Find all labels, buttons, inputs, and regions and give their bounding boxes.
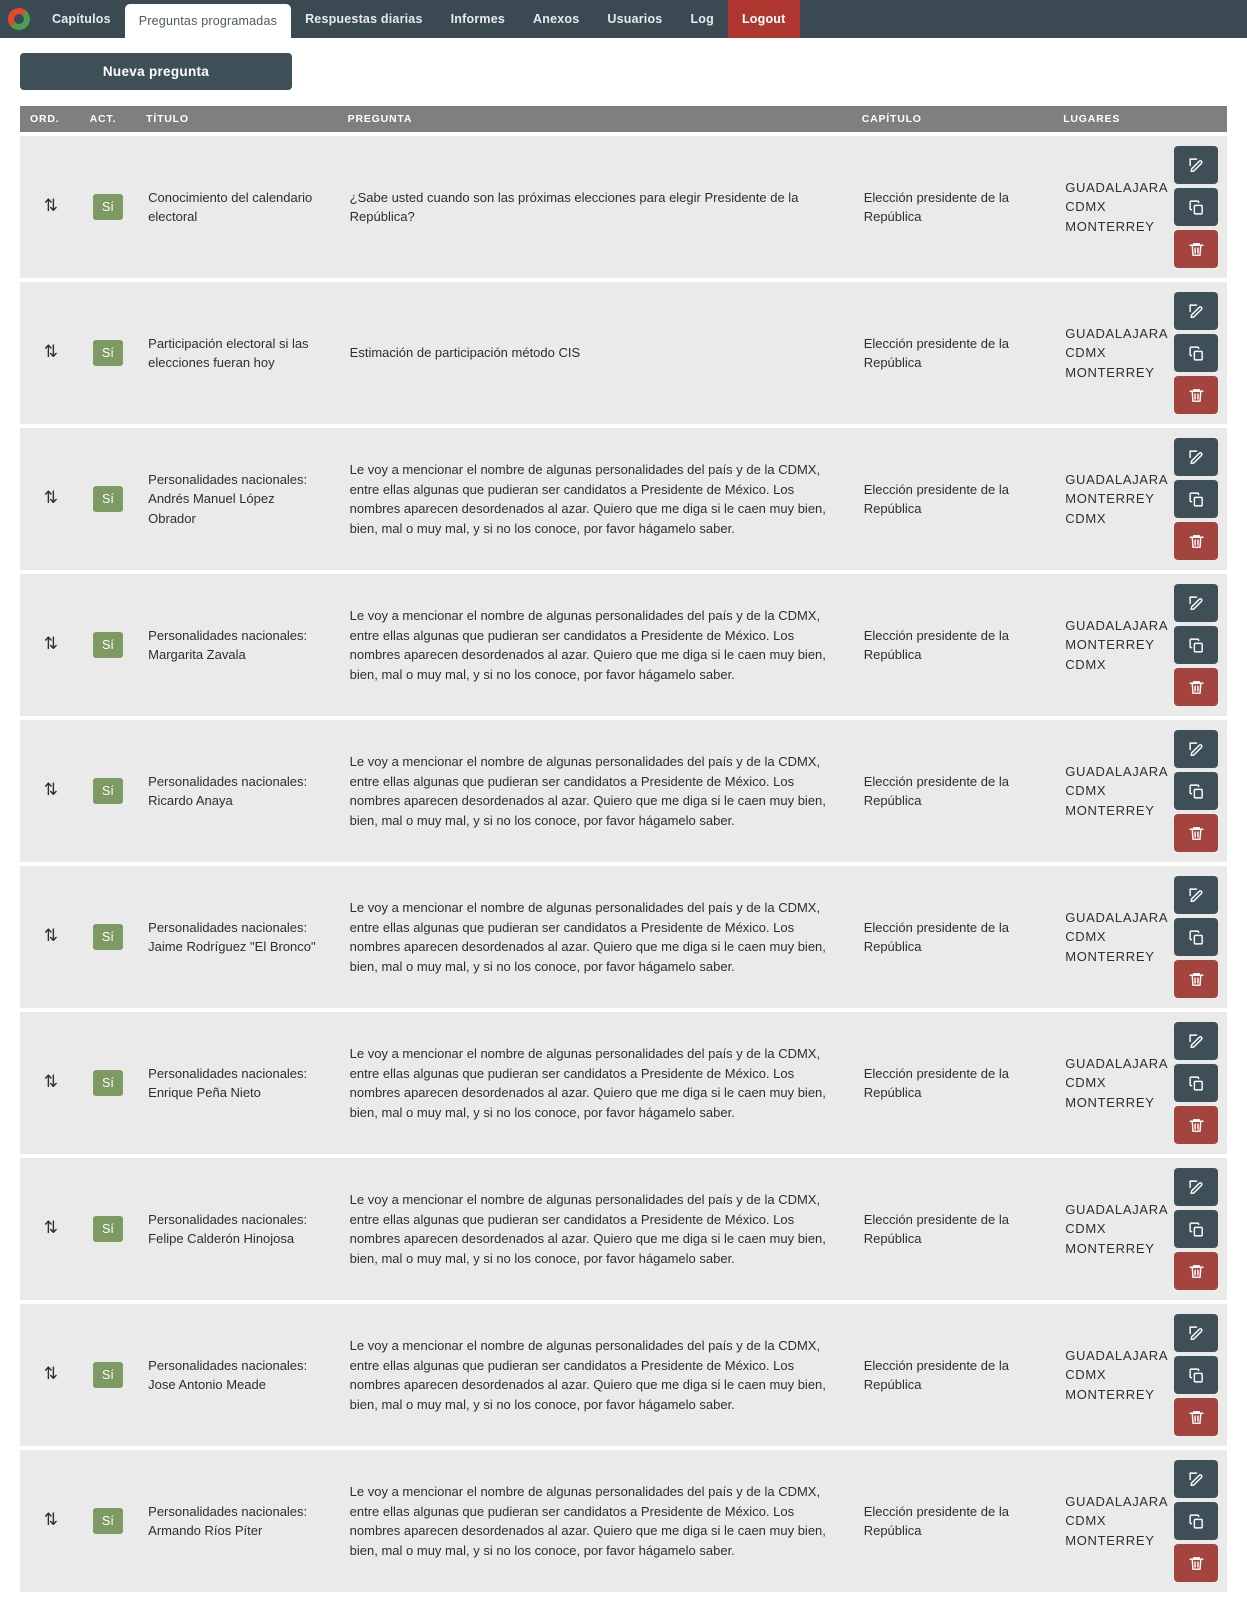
active-cell [80,1158,137,1300]
actions-cell [1162,1012,1227,1154]
title-cell: Participación electoral si las elecciones fueran hoy [136,282,338,424]
column-header-act: ACT. [80,106,137,132]
title-cell: Personalidades nacionales: Armando Ríos Píter [136,1450,338,1592]
order-cell [20,866,80,1008]
column-header-titulo: TÍTULO [136,106,338,132]
question-cell: Le voy a mencionar el nombre de algunas personalidades del país y de la CDMX, entre ellas algunas que pudieran ser candidatos a Presidente de México. Los nombres aparecen desordenados al azar. Quiero que me diga si le caen muy bien, bien, mal o muy mal, y si no los conoce, por favor hágamelo saber. [338,1158,852,1300]
status-badge: Sí [93,1216,123,1243]
copy-icon [1188,783,1205,800]
table-row [20,1012,1227,1154]
delete-button[interactable] [1174,960,1218,998]
chapter-cell: Elección presidente de la República [852,136,1054,278]
order-cell [20,1012,80,1154]
places-cell: GUADALAJARA CDMX MONTERREY [1053,1158,1162,1300]
title-cell: Personalidades nacionales: Enrique Peña Nieto [136,1012,338,1154]
chapter-cell: Elección presidente de la República [852,1012,1054,1154]
edit-button[interactable] [1174,1168,1218,1206]
copy-icon [1188,1367,1205,1384]
question-cell: Le voy a mencionar el nombre de algunas personalidades del país y de la CDMX, entre ellas algunas que pudieran ser candidatos a Presidente de México. Los nombres aparecen desordenados al azar. Quiero que me diga si le caen muy bien, bien, mal o muy mal, y si no los conoce, por favor hágamelo saber. [338,720,852,862]
edit-button[interactable] [1174,730,1218,768]
firefox-logo-icon [8,8,30,30]
duplicate-button[interactable] [1174,1064,1218,1102]
status-badge: Sí [93,1070,123,1097]
sort-handle-icon[interactable]: ⇅ [43,1218,56,1238]
sort-handle-icon[interactable]: ⇅ [43,634,56,654]
column-header-ord: ORD. [20,106,80,132]
toolbar [0,38,1247,102]
status-badge: Sí [93,632,123,659]
trash-icon [1188,679,1205,696]
places-cell: GUADALAJARA MONTERREY CDMX [1053,574,1162,716]
delete-button[interactable] [1174,230,1218,268]
title-cell: Personalidades nacionales: Felipe Calderón Hinojosa [136,1158,338,1300]
delete-button[interactable] [1174,522,1218,560]
chapter-cell: Elección presidente de la República [852,428,1054,570]
status-badge: Sí [93,340,123,367]
table-row [20,1450,1227,1592]
order-cell [20,1158,80,1300]
question-cell: Le voy a mencionar el nombre de algunas personalidades del país y de la CDMX, entre ellas algunas que pudieran ser candidatos a Presidente de México. Los nombres aparecen desordenados al azar. Quiero que me diga si le caen muy bien, bien, mal o muy mal, y si no los conoce, por favor hágamelo saber. [338,1450,852,1592]
status-badge: Sí [93,194,123,221]
places-cell: GUADALAJARA CDMX MONTERREY [1053,1450,1162,1592]
trash-icon [1188,1263,1205,1280]
trash-icon [1188,1555,1205,1572]
table-header-row [20,106,1227,132]
copy-icon [1188,345,1205,362]
nav-item-preguntas-programadas[interactable]: Preguntas programadas [125,4,291,38]
order-cell [20,574,80,716]
sort-handle-icon[interactable]: ⇅ [43,1072,56,1092]
chapter-cell: Elección presidente de la República [852,1450,1054,1592]
edit-button[interactable] [1174,438,1218,476]
delete-button[interactable] [1174,1106,1218,1144]
question-cell: Le voy a mencionar el nombre de algunas personalidades del país y de la CDMX, entre ellas algunas que pudieran ser candidatos a Presidente de México. Los nombres aparecen desordenados al azar. Quiero que me diga si le caen muy bien, bien, mal o muy mal, y si no los conoce, por favor hágamelo saber. [338,1304,852,1446]
chapter-cell: Elección presidente de la República [852,720,1054,862]
question-cell: Le voy a mencionar el nombre de algunas personalidades del país y de la CDMX, entre ellas algunas que pudieran ser candidatos a Presidente de México. Los nombres aparecen desordenados al azar. Quiero que me diga si le caen muy bien, bien, mal o muy mal, y si no los conoce, por favor hágamelo saber. [338,574,852,716]
edit-button[interactable] [1174,876,1218,914]
table-body [20,136,1227,1592]
actions-cell [1162,282,1227,424]
delete-button[interactable] [1174,668,1218,706]
status-badge: Sí [93,1362,123,1389]
copy-icon [1188,1075,1205,1092]
pencil-square-icon [1188,741,1205,758]
active-cell [80,574,137,716]
actions-cell [1162,1158,1227,1300]
sort-handle-icon[interactable]: ⇅ [43,488,56,508]
pencil-square-icon [1188,1471,1205,1488]
nav-item-anexos[interactable]: Anexos [533,12,580,26]
pencil-square-icon [1188,303,1205,320]
duplicate-button[interactable] [1174,918,1218,956]
questions-table [20,102,1227,1596]
pencil-square-icon [1188,1179,1205,1196]
nav-item-log[interactable]: Log [690,12,714,26]
sort-handle-icon[interactable]: ⇅ [43,780,56,800]
nav-item-cap-tulos[interactable]: Capítulos [52,12,111,26]
pencil-square-icon [1188,449,1205,466]
places-cell: GUADALAJARA CDMX MONTERREY [1053,1012,1162,1154]
chapter-cell: Elección presidente de la República [852,282,1054,424]
active-cell [80,1450,137,1592]
order-cell [20,1304,80,1446]
question-cell: ¿Sabe usted cuando son las próximas elecciones para elegir Presidente de la República? [338,136,852,278]
column-header-lugares: LUGARES [1053,106,1162,132]
copy-icon [1188,929,1205,946]
active-cell [80,866,137,1008]
title-cell: Conocimiento del calendario electoral [136,136,338,278]
active-cell [80,1304,137,1446]
pencil-square-icon [1188,887,1205,904]
actions-cell [1162,574,1227,716]
actions-cell [1162,866,1227,1008]
copy-icon [1188,1513,1205,1530]
duplicate-button[interactable] [1174,1356,1218,1394]
status-badge: Sí [93,778,123,805]
column-header-capitulo: CAPÍTULO [852,106,1054,132]
title-cell: Personalidades nacionales: Jose Antonio Meade [136,1304,338,1446]
places-cell: GUADALAJARA CDMX MONTERREY [1053,136,1162,278]
column-header-acciones [1162,106,1227,132]
duplicate-button[interactable] [1174,480,1218,518]
copy-icon [1188,491,1205,508]
trash-icon [1188,1409,1205,1426]
delete-button[interactable] [1174,814,1218,852]
duplicate-button[interactable] [1174,334,1218,372]
trash-icon [1188,971,1205,988]
chapter-cell: Elección presidente de la República [852,1158,1054,1300]
chapter-cell: Elección presidente de la República [852,1304,1054,1446]
duplicate-button[interactable] [1174,188,1218,226]
sort-handle-icon[interactable]: ⇅ [43,926,56,946]
pencil-square-icon [1188,1325,1205,1342]
new-question-button[interactable]: Nueva pregunta [20,53,292,90]
table-row [20,1158,1227,1300]
sort-handle-icon[interactable]: ⇅ [43,342,56,362]
actions-cell [1162,1450,1227,1592]
status-badge: Sí [93,924,123,951]
nav-item-logout[interactable]: Logout [728,0,800,38]
chapter-cell: Elección presidente de la República [852,866,1054,1008]
table-row [20,866,1227,1008]
delete-button[interactable] [1174,1252,1218,1290]
edit-button[interactable] [1174,1022,1218,1060]
active-cell [80,282,137,424]
order-cell [20,136,80,278]
edit-button[interactable] [1174,146,1218,184]
table-row [20,136,1227,278]
table-header [20,106,1227,132]
active-cell [80,1012,137,1154]
table-row [20,428,1227,570]
actions-cell [1162,136,1227,278]
title-cell: Personalidades nacionales: Andrés Manuel López Obrador [136,428,338,570]
duplicate-button[interactable] [1174,772,1218,810]
sort-handle-icon[interactable]: ⇅ [43,1364,56,1384]
title-cell: Personalidades nacionales: Jaime Rodríguez "El Bronco" [136,866,338,1008]
places-cell: GUADALAJARA CDMX MONTERREY [1053,282,1162,424]
actions-cell [1162,720,1227,862]
delete-button[interactable] [1174,1544,1218,1582]
order-cell [20,1450,80,1592]
trash-icon [1188,241,1205,258]
status-badge: Sí [93,486,123,513]
top-navbar [0,0,1247,38]
question-cell: Le voy a mencionar el nombre de algunas personalidades del país y de la CDMX, entre ellas algunas que pudieran ser candidatos a Presidente de México. Los nombres aparecen desordenados al azar. Quiero que me diga si le caen muy bien, bien, mal o muy mal, y si no los conoce, por favor hágamelo saber. [338,866,852,1008]
table-row [20,1304,1227,1446]
order-cell [20,428,80,570]
trash-icon [1188,533,1205,550]
delete-button[interactable] [1174,1398,1218,1436]
pencil-square-icon [1188,1033,1205,1050]
brand-logo [0,0,38,38]
places-cell: GUADALAJARA CDMX MONTERREY [1053,720,1162,862]
table-row [20,574,1227,716]
questions-table-container [0,102,1247,1616]
copy-icon [1188,199,1205,216]
title-cell: Personalidades nacionales: Ricardo Anaya [136,720,338,862]
actions-cell [1162,428,1227,570]
sort-handle-icon[interactable]: ⇅ [43,1510,56,1530]
column-header-pregunta: PREGUNTA [338,106,852,132]
active-cell [80,428,137,570]
title-cell: Personalidades nacionales: Margarita Zavala [136,574,338,716]
edit-button[interactable] [1174,1460,1218,1498]
sort-handle-icon[interactable]: ⇅ [43,196,56,216]
edit-button[interactable] [1174,1314,1218,1352]
trash-icon [1188,387,1205,404]
question-cell: Le voy a mencionar el nombre de algunas personalidades del país y de la CDMX, entre ellas algunas que pudieran ser candidatos a Presidente de México. Los nombres aparecen desordenados al azar. Quiero que me diga si le caen muy bien, bien, mal o muy mal, y si no los conoce, por favor hágamelo saber. [338,1012,852,1154]
trash-icon [1188,825,1205,842]
pencil-square-icon [1188,595,1205,612]
order-cell [20,282,80,424]
copy-icon [1188,1221,1205,1238]
chapter-cell: Elección presidente de la República [852,574,1054,716]
active-cell [80,136,137,278]
edit-button[interactable] [1174,292,1218,330]
duplicate-button[interactable] [1174,626,1218,664]
order-cell [20,720,80,862]
nav-item-informes[interactable]: Informes [450,12,505,26]
places-cell: GUADALAJARA CDMX MONTERREY [1053,866,1162,1008]
question-cell: Le voy a mencionar el nombre de algunas personalidades del país y de la CDMX, entre ellas algunas que pudieran ser candidatos a Presidente de México. Los nombres aparecen desordenados al azar. Quiero que me diga si le caen muy bien, bien, mal o muy mal, y si no los conoce, por favor hágamelo saber. [338,428,852,570]
delete-button[interactable] [1174,376,1218,414]
nav-item-usuarios[interactable]: Usuarios [607,12,663,26]
table-row [20,720,1227,862]
copy-icon [1188,637,1205,654]
pencil-square-icon [1188,157,1205,174]
duplicate-button[interactable] [1174,1502,1218,1540]
edit-button[interactable] [1174,584,1218,622]
trash-icon [1188,1117,1205,1134]
places-cell: GUADALAJARA MONTERREY CDMX [1053,428,1162,570]
nav-item-respuestas-diarias[interactable]: Respuestas diarias [305,12,423,26]
table-row [20,282,1227,424]
duplicate-button[interactable] [1174,1210,1218,1248]
active-cell [80,720,137,862]
status-badge: Sí [93,1508,123,1535]
actions-cell [1162,1304,1227,1446]
question-cell: Estimación de participación método CIS [338,282,852,424]
places-cell: GUADALAJARA CDMX MONTERREY [1053,1304,1162,1446]
